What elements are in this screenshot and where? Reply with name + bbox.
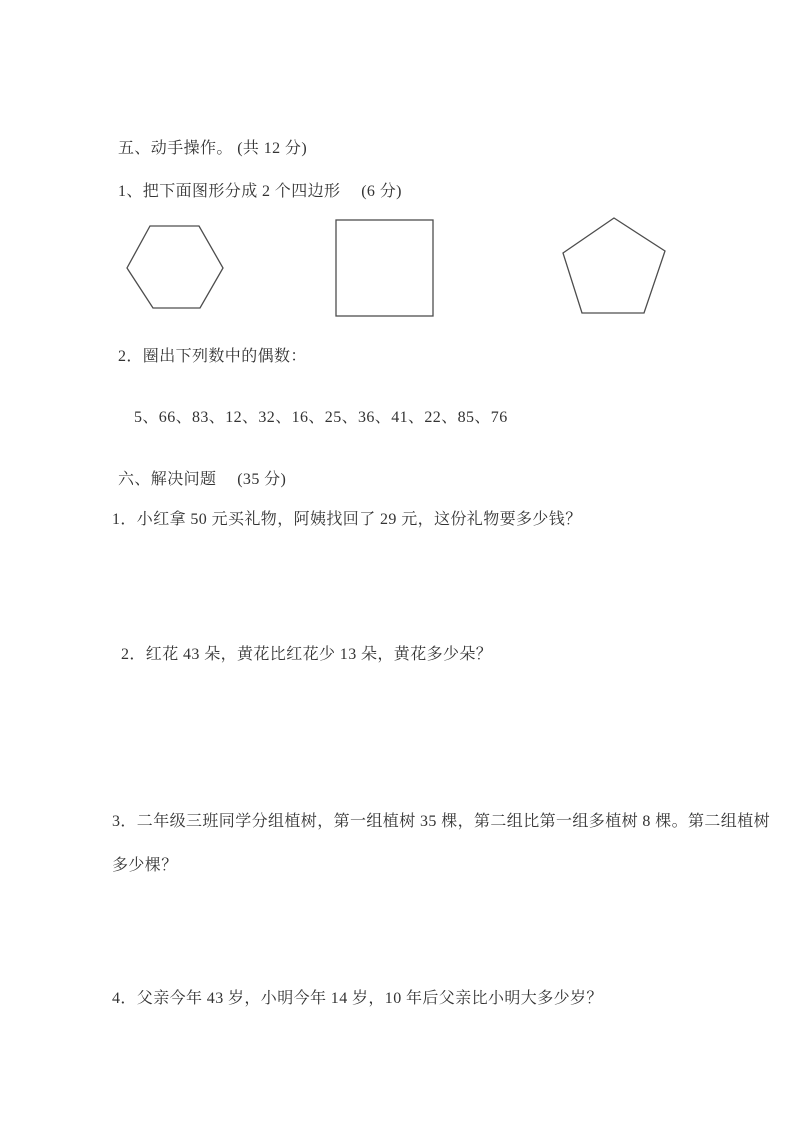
- square-shape: [336, 220, 433, 316]
- section6-question4: 4．父亲今年 43 岁，小明今年 14 岁，10 年后父亲比小明大多少岁？: [112, 990, 603, 1007]
- section5-heading: 五、动手操作。 (共 12 分): [118, 140, 308, 157]
- section5-question1: 1、把下面图形分成 2 个四边形 (6 分): [118, 183, 402, 200]
- hexagon-shape: [127, 226, 223, 308]
- section6-question2: 2．红花 43 朵，黄花比红花少 13 朵，黄花多少朵？: [121, 646, 493, 663]
- even-numbers-list: 5、66、83、12、32、16、25、36、41、22、85、76: [134, 409, 508, 426]
- section6-question3-line1: 3．二年级三班同学分组植树，第一组植树 35 棵，第二组比第一组多植树 8 棵。第二组植树: [112, 813, 771, 830]
- section6-question1: 1．小红拿 50 元买礼物，阿姨找回了 29 元，这份礼物要多少钱？: [112, 511, 582, 528]
- pentagon-shape: [563, 218, 665, 313]
- section5-question2: 2．圈出下列数中的偶数：: [118, 348, 307, 365]
- section6-heading: 六、解决问题 (35 分): [118, 471, 287, 488]
- section6-question3-line2: 多少棵？: [112, 857, 178, 874]
- shapes-row: [0, 200, 793, 330]
